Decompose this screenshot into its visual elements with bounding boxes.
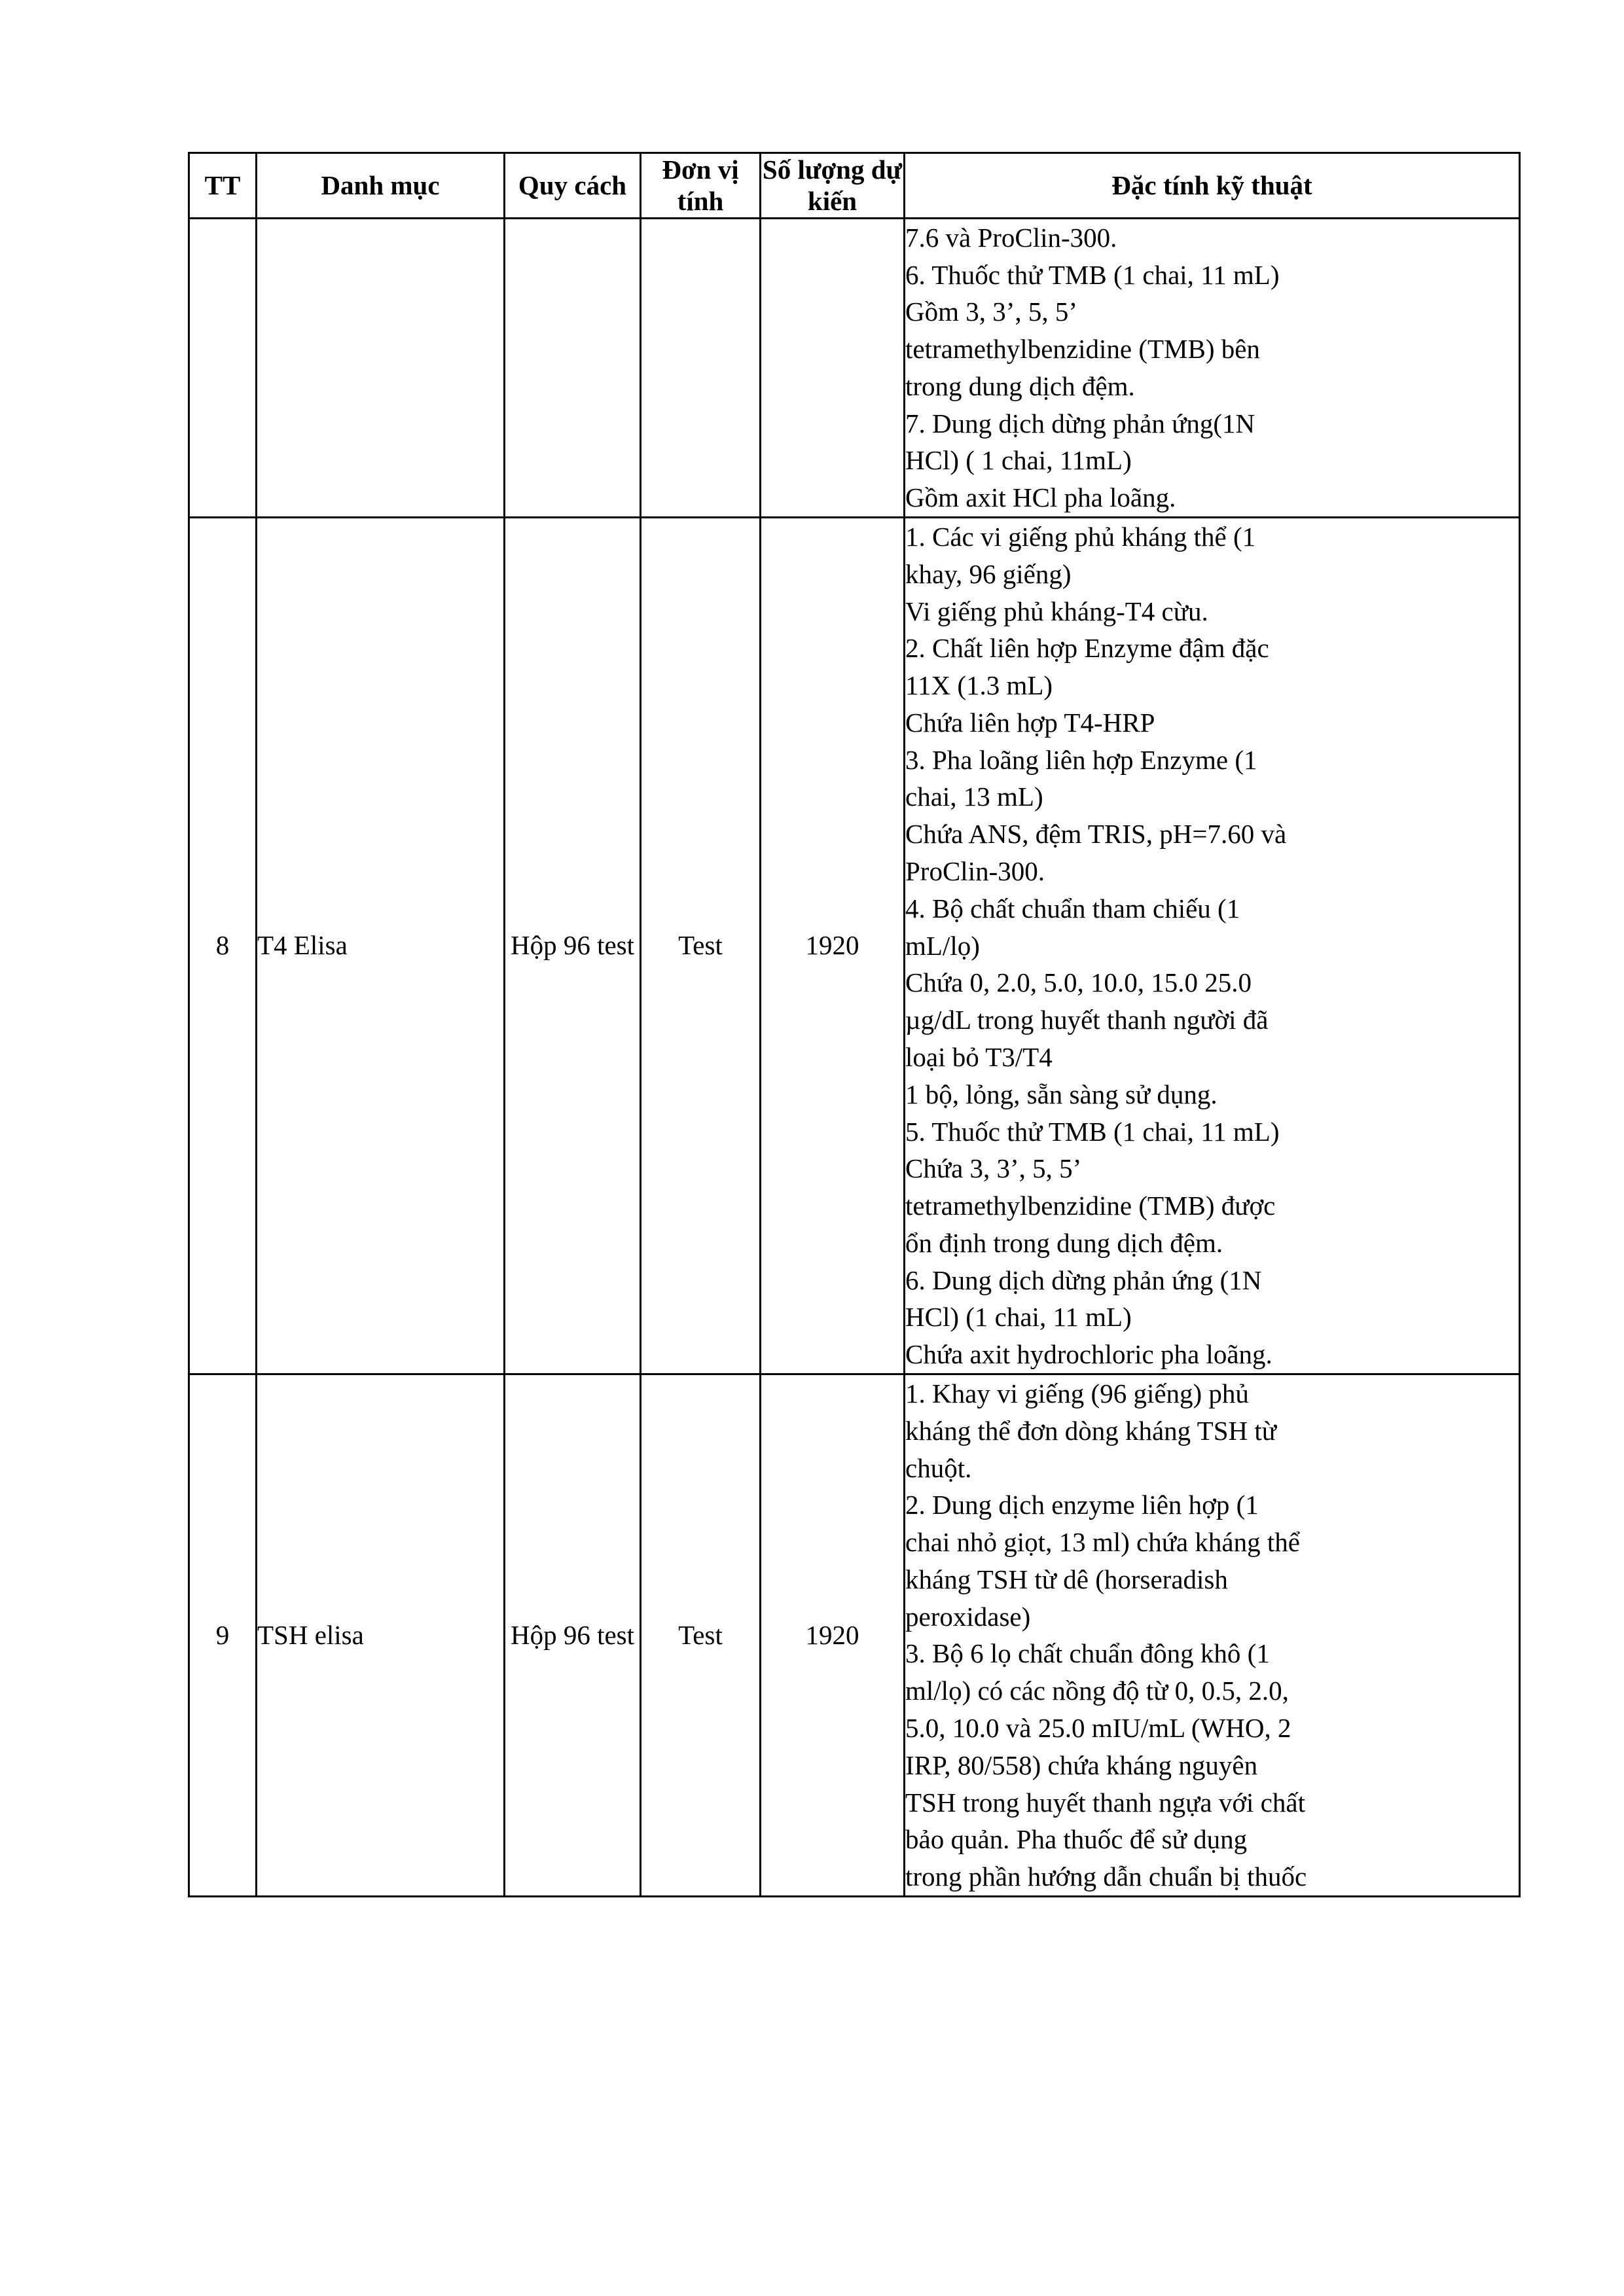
technical-line-list [905, 518, 1519, 1373]
cell-technical [905, 218, 1520, 517]
cell-unit: Test [641, 518, 761, 1374]
table-row [189, 518, 1520, 1374]
table-row [189, 1374, 1520, 1896]
technical-line: chai, 13 mL) [905, 781, 1043, 812]
specification-table [188, 152, 1521, 1897]
technical-line: 7. Dung dịch dừng phản ứng(1N [905, 408, 1255, 439]
cell-tt [189, 218, 257, 517]
technical-line: 5.0, 10.0 và 25.0 mIU/mL (WHO, 2 [905, 1713, 1291, 1743]
cell-spec [505, 218, 641, 517]
technical-line: Chứa 3, 3’, 5, 5’ [905, 1153, 1082, 1184]
cell-quantity: 1920 [761, 1374, 905, 1896]
column-header-tt: TT [189, 153, 257, 219]
technical-line: 6. Thuốc thử TMB (1 chai, 11 mL) [905, 259, 1280, 290]
technical-line: ProClin-300. [905, 856, 1045, 887]
column-header-quantity: Số lượng dự kiến [761, 153, 905, 219]
cell-quantity [761, 218, 905, 517]
technical-line: 5. Thuốc thử TMB (1 chai, 11 mL) [905, 1116, 1280, 1147]
table-body [189, 218, 1520, 1896]
cell-spec: Hộp 96 test [505, 518, 641, 1374]
specification-table-wrapper [188, 152, 1519, 1897]
column-header-spec: Quy cách [505, 153, 641, 219]
technical-line: kháng thể đơn dòng kháng TSH từ [905, 1415, 1276, 1446]
technical-line: Chứa axit hydrochloric pha loãng. [905, 1339, 1272, 1370]
column-header-name: Danh mục [257, 153, 505, 219]
technical-line: TSH trong huyết thanh ngựa với chất [905, 1787, 1305, 1818]
technical-line: Chứa liên hợp T4-HRP [905, 707, 1155, 738]
technical-line: 1. Khay vi giếng (96 giếng) phủ [905, 1378, 1249, 1408]
technical-line: kháng TSH từ dê (horseradish [905, 1564, 1228, 1594]
cell-tt: 9 [189, 1374, 257, 1896]
technical-line: 1. Các vi giếng phủ kháng thể (1 [905, 522, 1256, 552]
cell-technical [905, 1374, 1520, 1896]
cell-unit: Test [641, 1374, 761, 1896]
technical-line: peroxidase) [905, 1601, 1031, 1632]
technical-line: µg/dL trong huyết thanh người đã [905, 1005, 1269, 1035]
cell-technical [905, 518, 1520, 1374]
technical-line: 11X (1.3 mL) [905, 670, 1053, 701]
technical-line: ổn định trong dung dịch đệm. [905, 1227, 1223, 1258]
cell-tt: 8 [189, 518, 257, 1374]
technical-line: tetramethylbenzidine (TMB) được [905, 1191, 1276, 1221]
technical-line: 3. Bộ 6 lọ chất chuẩn đông khô (1 [905, 1638, 1270, 1669]
cell-unit [641, 218, 761, 517]
column-header-unit: Đơn vị tính [641, 153, 761, 219]
technical-line: 6. Dung dịch dừng phản ứng (1N [905, 1265, 1262, 1295]
technical-line-list [905, 1375, 1519, 1895]
technical-line: mL/lọ) [905, 930, 980, 961]
cell-name [257, 218, 505, 517]
technical-line: khay, 96 giếng) [905, 558, 1072, 589]
technical-line: HCl) ( 1 chai, 11mL) [905, 445, 1132, 476]
technical-line: IRP, 80/558) chứa kháng nguyên [905, 1749, 1258, 1780]
technical-line: tetramethylbenzidine (TMB) bên [905, 334, 1260, 365]
technical-line: 7.6 và ProClin-300. [905, 222, 1117, 253]
technical-line: Vi giếng phủ kháng-T4 cừu. [905, 596, 1208, 626]
technical-line: loại bỏ T3/T4 [905, 1041, 1053, 1072]
cell-name: TSH elisa [257, 1374, 505, 1896]
technical-line: ml/lọ) có các nồng độ từ 0, 0.5, 2.0, [905, 1676, 1289, 1706]
table-header-row [189, 153, 1520, 219]
technical-line: 1 bộ, lỏng, sẵn sàng sử dụng. [905, 1079, 1218, 1109]
technical-line: 4. Bộ chất chuẩn tham chiếu (1 [905, 893, 1240, 924]
technical-line: Gồm 3, 3’, 5, 5’ [905, 296, 1078, 327]
technical-line: 3. Pha loãng liên hợp Enzyme (1 [905, 744, 1257, 775]
cell-spec: Hộp 96 test [505, 1374, 641, 1896]
technical-line: Chứa 0, 2.0, 5.0, 10.0, 15.0 25.0 [905, 967, 1252, 998]
technical-line: chai nhỏ giọt, 13 ml) chứa kháng thể [905, 1527, 1300, 1558]
technical-line: Chứa ANS, đệm TRIS, pH=7.60 và [905, 819, 1287, 850]
technical-line-list [905, 219, 1519, 516]
technical-line: trong phần hướng dẫn chuẩn bị thuốc [905, 1861, 1307, 1892]
technical-line: 2. Dung dịch enzyme liên hợp (1 [905, 1490, 1259, 1520]
cell-name: T4 Elisa [257, 518, 505, 1374]
table-header [189, 153, 1520, 219]
technical-line: 2. Chất liên hợp Enzyme đậm đặc [905, 633, 1269, 664]
technical-line: Gồm axit HCl pha loãng. [905, 482, 1176, 513]
column-header-technical: Đặc tính kỹ thuật [905, 153, 1520, 219]
technical-line: HCl) (1 chai, 11 mL) [905, 1302, 1132, 1333]
table-row [189, 218, 1520, 517]
technical-line: chuột. [905, 1452, 972, 1483]
technical-line: bảo quản. Pha thuốc để sử dụng [905, 1824, 1248, 1855]
cell-quantity: 1920 [761, 518, 905, 1374]
technical-line: trong dung dịch đệm. [905, 370, 1135, 401]
